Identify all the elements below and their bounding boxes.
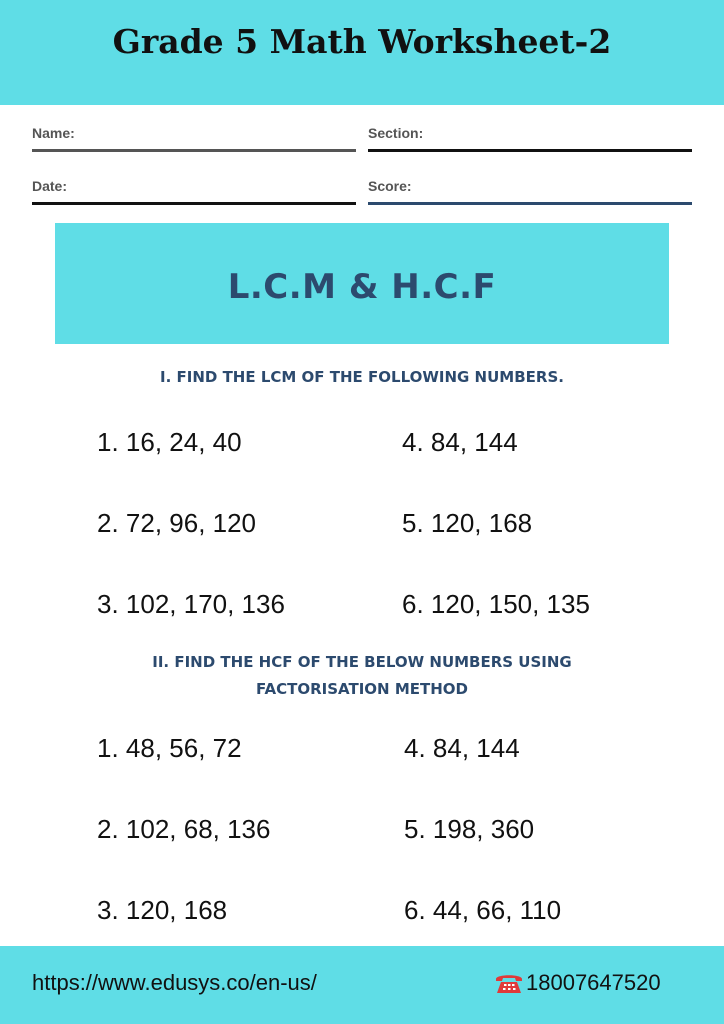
date-line xyxy=(32,202,356,205)
section-label: Section: xyxy=(368,125,424,141)
section1-heading: I. FIND THE LCM OF THE FOLLOWING NUMBERS. xyxy=(160,368,564,386)
phone-number-text: 18007647520 xyxy=(526,970,661,995)
topic-band xyxy=(55,223,669,344)
date-label: Date: xyxy=(32,178,68,194)
lcm-problem-2: 2. 72, 96, 120 xyxy=(97,508,257,538)
hcf-problem-6: 6. 44, 66, 110 xyxy=(404,895,562,925)
hcf-problem-4: 4. 84, 144 xyxy=(404,733,520,763)
lcm-problem-6: 6. 120, 150, 135 xyxy=(402,589,590,619)
hcf-problem-2: 2. 102, 68, 136 xyxy=(97,814,271,844)
lcm-problem-1: 1. 16, 24, 40 xyxy=(97,427,242,457)
lcm-problem-4: 4. 84, 144 xyxy=(402,427,518,457)
hcf-problem-5: 5. 198, 360 xyxy=(404,814,535,844)
section-line xyxy=(368,149,692,152)
section2-heading-line1: II. FIND THE HCF OF THE BELOW NUMBERS USING xyxy=(152,653,572,671)
lcm-problem-3: 3. 102, 170, 136 xyxy=(97,589,285,619)
score-label: Score: xyxy=(368,178,412,194)
footer-band xyxy=(0,946,724,1024)
worksheet-title: Grade 5 Math Worksheet-2 xyxy=(112,22,612,61)
name-label: Name: xyxy=(32,125,75,141)
name-line xyxy=(32,149,356,152)
topic-title: L.C.M & H.C.F xyxy=(227,267,497,307)
website-link[interactable]: https://www.edusys.co/en-us/ xyxy=(32,970,317,995)
hcf-problem-1: 1. 48, 56, 72 xyxy=(97,733,242,763)
lcm-problem-5: 5. 120, 168 xyxy=(402,508,533,538)
section2-heading-line2: FACTORISATION METHOD xyxy=(255,680,468,698)
telephone-icon xyxy=(494,971,524,995)
score-line xyxy=(368,202,692,205)
phone-number[interactable] xyxy=(494,970,661,996)
hcf-problem-3: 3. 120, 168 xyxy=(97,895,228,925)
header-band xyxy=(0,0,724,105)
